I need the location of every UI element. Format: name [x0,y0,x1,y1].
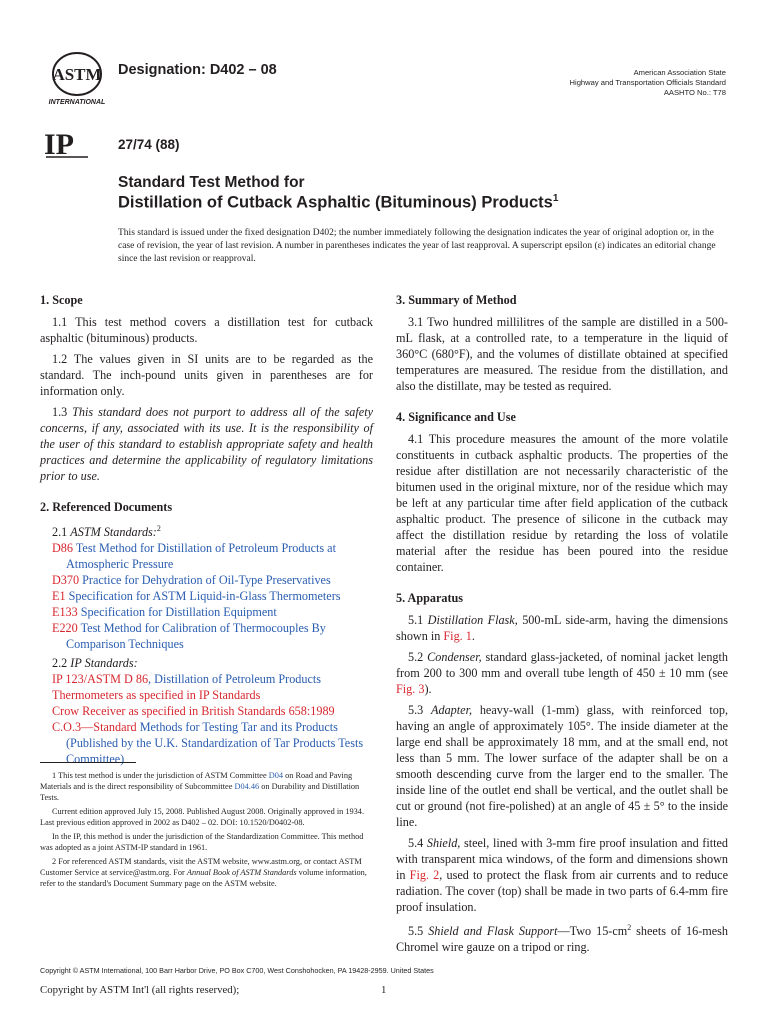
reference-title[interactable]: Test Method for Distillation of Petroleum Products at Atmospheric Pressure [66,541,336,572]
footnote: In the IP, this method is under the jurisdiction of the Standardization Committee. This method was adopted as a joint ASTM-IP standard in 1961. [40,832,364,852]
para-number: 1.3 [52,405,73,419]
committee-link[interactable]: D04 [268,771,284,780]
copyright-notice: Copyright © ASTM International, 100 Barr Harbor Drive, PO Box C700, West Conshohocken, PA 19428-2959. United States [40,966,434,975]
left-column [40,292,373,767]
paragraph [396,835,728,915]
logo-subtext: INTERNATIONAL [48,99,106,106]
reference-code[interactable]: IP 123/ASTM D 86 [52,672,149,687]
section-heading: 1. Scope [40,293,83,307]
ip-number: 27/74 (88) [118,137,180,152]
reference-item[interactable] [40,540,373,572]
aashto-line: American Association State [633,68,726,77]
footnote-text: 2 For referenced ASTM standards, visit the ASTM website, www.astm.org, or contact ASTM Customer Service at service@astm.org. For [40,857,362,877]
footnote-text: 1 This test method is under the jurisdiction of ASTM Committee [52,771,269,780]
footnote [40,856,373,889]
paragraph [396,649,728,697]
footnote-divider [40,762,136,763]
aashto-block [570,68,726,98]
safety-caveat: This standard does not purport to address all of the safety concerns, if any, associated with its use. It is the responsibility of the user of this standard to establish appropriate safety and health practices and determine the applicability of regulatory limitations prior to use. [40,405,373,483]
figure-link[interactable]: Fig. 3 [396,682,425,696]
astm-standards-label [40,521,373,540]
reference-title[interactable]: Test Method for Calibration of Thermocouples By Comparison Techniques [66,621,326,652]
paragraph [396,920,728,955]
reference-item[interactable] [40,604,373,620]
reference-title[interactable]: Crow Receiver as specified in British Standards 658:1989 [52,704,335,719]
paragraph: 1.1 This test method covers a distillation test for cutback asphaltic (bituminous) products. [40,315,373,345]
term: Adapter, [431,703,473,717]
copyright-line: Copyright by ASTM Int'l (all rights reserved); [40,984,240,996]
title-line1: Standard Test Method for [118,174,305,191]
reference-item[interactable] [40,572,373,588]
intro-paragraph: This standard is issued under the fixed designation D402; the number immediately following the designation indicates the year of original adoption or, in the case of revision, the year of last revision. A number in parentheses indicates the year of last reapproval. A superscript epsilon (ε) indicates an editorial change since the last revision or reapproval. [118,228,716,265]
reference-code[interactable]: D86 [52,541,73,556]
aashto-line: AASHTO No.: T78 [663,88,726,97]
section-heading: 3. Summary of Method [396,293,517,307]
term: Distillation Flask, [427,613,518,627]
para-number: 5.5 [408,924,429,939]
para-text: steel, lined with 3-mm fire proof insulation and fitted with transparent mica windows, of the form and dimensions shown in [396,836,729,882]
term: Shield, [426,836,461,850]
reference-title[interactable]: , Distillation of Petroleum Products [148,672,322,687]
designation: Designation: D402 – 08 [118,62,277,78]
footnote-mark: 2 [156,524,161,533]
figure-link[interactable]: Fig. 2 [409,868,440,882]
paragraph: 3.1 Two hundred millilitres of the sample are distilled in a 500-mL flask, at a controlled rate, to a temperature in the liquid of 360°C (680°F), and the volumes of distillate obtained at specified temperatures are measured. The residue from the distillation, and also the distillate, may be tested as required. [396,315,728,393]
ip-logo-text: IP [44,128,74,160]
reference-title[interactable]: Methods for Testing Tar and its Products (Published by the U.K. Standardization of Tar Products Tests Committee) [66,720,364,767]
term: Shield and Flask Support [428,924,558,939]
reference-item[interactable] [40,719,373,767]
reference-title[interactable]: Specification for Distillation Equipment [80,605,277,620]
reference-item[interactable] [40,687,373,703]
astm-logo [42,50,112,108]
footnotes [40,770,373,892]
subcommittee-link[interactable]: D04.46 [234,782,260,791]
paragraph: 4.1 This procedure measures the amount of the more volatile constituents in cutback asphaltic products. The properties of the residue after distillation are not necessarily characteristic of the bitumen used in the original mixture, nor of the residue which may be left at any particular time after field application of the cutback asphaltic product. The presence of silicone in the cutback may affect the distillation residue by retarding the loss of volatile material after the residue has been poured into the residue container. [396,432,728,574]
para-number: 2.1 [52,525,71,540]
paragraph: 1.2 The values given in SI units are to be regarded as the standard. The inch-pound units given in parentheses are for information only. [40,352,373,398]
paragraph [396,612,728,644]
figure-link[interactable]: Fig. 1 [443,629,472,643]
footnote-text: Annual Book of ASTM Standards [186,868,297,877]
reference-item[interactable] [40,588,373,604]
label-text: ASTM Standards: [70,525,157,540]
title-text: Distillation of Cutback Asphaltic (Bituminous) Products [118,193,553,212]
right-column [396,292,728,960]
reference-item[interactable] [40,620,373,652]
reference-code[interactable]: C.O.3—Standard [52,720,137,735]
reference-code[interactable]: D370 [52,573,80,588]
footnote-text: on Road and Paving Materials and is the direct responsibility of Subcommittee [40,771,353,791]
superscript: 2 [627,923,632,932]
footnote [40,770,373,803]
title-footnote-mark: 1 [552,193,559,204]
title-line2 [118,193,558,213]
para-text: sheets of 16-mesh Chromel wire gauze on a tripod or ring. [396,924,728,955]
label-text: IP Standards: [70,656,138,671]
reference-title[interactable]: Thermometers as specified in IP Standards [52,688,261,703]
term: Condenser, [427,650,482,664]
reference-code[interactable]: E1 [52,589,66,604]
reference-code[interactable]: E220 [52,621,78,636]
aashto-line: Highway and Transportation Officials Standard [569,78,726,87]
para-text: . [471,629,475,643]
footnote-text: volume information, refer to the standard's Document Summary page on the ASTM website. [40,868,367,888]
ip-standards-label [40,655,373,671]
para-text: 500-mL side-arm, having the dimensions shown in [396,613,728,643]
section-heading: 5. Apparatus [396,591,464,605]
para-number: 5.1 [408,613,428,627]
ip-logo [42,128,98,160]
reference-title[interactable]: Specification for ASTM Liquid-in-Glass Thermometers [68,589,341,604]
para-text: heavy-wall (1-mm) glass, with reinforced top, having an angle of approximately 105°. The inside diameter at the large end shall be approximately 18 mm, and at the small end, not less than 5 mm. The lower surface of the adapter shall be on a smooth descending curve from the larger end to the smaller. The inside line of the outlet end shall be vertical, and the outlet shall be cut or ground (not fire-polished) at an angle of 45 ± 5° to the inside line. [396,703,729,829]
para-number: 2.2 [52,656,71,671]
reference-item[interactable] [40,671,373,687]
para-number: 5.4 [408,836,427,850]
para-text: standard glass-jacketed, of nominal jacket length from 200 to 300 mm and overall tube length of 450 ± 10 mm (see [396,650,728,680]
paragraph [396,702,728,830]
para-text: ). [424,682,432,696]
para-text: —Two 15-cm [557,924,628,939]
reference-code[interactable]: E133 [52,605,78,620]
para-number: 5.2 [408,650,428,664]
reference-item[interactable] [40,703,373,719]
section-heading: 4. Significance and Use [396,410,516,424]
page-number: 1 [381,984,387,996]
reference-title[interactable]: Practice for Dehydration of Oil-Type Preservatives [82,573,331,588]
footnote: Current edition approved July 15, 2008. Published August 2008. Originally approved in 1934. Last previous edition approved in 2002 as D402 – 02. DOI: 10.1520/D0402-08. [40,807,365,827]
section-heading: 2. Referenced Documents [40,500,173,514]
logo-text: ASTM [52,65,102,84]
para-text: , used to protect the flask from air currents and to reduce radiation. The cover (top) shall be made in two parts of 6.4-mm fire proof insulation. [396,868,728,914]
footnote-text: on Durability and Distillation Tests. [40,782,360,802]
para-number: 5.3 [408,703,432,717]
paragraph [40,404,373,484]
